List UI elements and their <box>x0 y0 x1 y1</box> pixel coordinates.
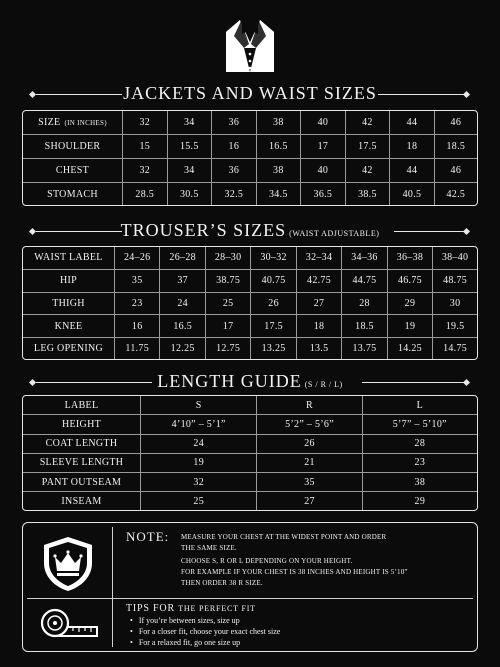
row-label-cell: THIGH <box>23 293 115 316</box>
header-label: WAIST LABEL <box>34 252 103 264</box>
table-cell: 24 <box>160 293 205 316</box>
table-cell: 38 <box>257 159 302 183</box>
table-row <box>23 159 477 183</box>
size-header-cell: 26–28 <box>160 247 205 270</box>
table-cell: 25 <box>206 293 251 316</box>
header-label: SIZE <box>38 117 61 128</box>
row-label-cell: HIP <box>23 270 115 293</box>
table-cell: 25 <box>141 492 257 510</box>
table-cell: 46 <box>435 159 477 183</box>
trousers-heading: TROUSER’S SIZES (WAIST ADJUSTABLE) <box>120 220 380 240</box>
table-cell: 17 <box>206 315 251 338</box>
table-cell: 16.5 <box>257 135 302 159</box>
length-heading: LENGTH GUIDE (S / R / L) <box>157 371 343 391</box>
table-cell: 34 <box>168 159 213 183</box>
table-row <box>23 293 477 316</box>
table-cell: 32.5 <box>212 183 257 205</box>
table-cell: 13.25 <box>251 338 296 359</box>
row-label-cell: PANT OUTSEAM <box>23 473 141 492</box>
row-label-cell: KNEE <box>23 315 115 338</box>
header-unit: (IN INCHES) <box>64 119 107 127</box>
note-line: MEASURE YOUR CHEST AT THE WIDEST POINT AND ORDER <box>181 533 387 541</box>
note-line: THE SAME SIZE. <box>181 544 237 552</box>
table-cell: 26 <box>251 293 296 316</box>
table-cell: 30.5 <box>168 183 213 205</box>
table-cell: 5’7” – 5’10” <box>363 415 477 434</box>
table-cell: 36.5 <box>301 183 346 205</box>
size-header-cell: 38–40 <box>433 247 477 270</box>
table-cell: 18 <box>297 315 342 338</box>
table-cell: 13.75 <box>342 338 387 359</box>
table-cell: 15.5 <box>168 135 213 159</box>
table-cell: 29 <box>388 293 433 316</box>
length-guide-table <box>22 395 478 511</box>
size-header-cell: 34 <box>168 111 213 135</box>
size-header-cell: 44 <box>390 111 435 135</box>
table-header-row <box>23 396 477 415</box>
size-header-cell: 36–38 <box>388 247 433 270</box>
table-cell: 12.75 <box>206 338 251 359</box>
header-cell: L <box>363 396 477 415</box>
table-row <box>23 473 477 492</box>
table-cell: 32 <box>141 473 257 492</box>
table-cell: 12.25 <box>160 338 205 359</box>
table-cell: 48.75 <box>433 270 477 293</box>
table-cell: 21 <box>257 454 362 473</box>
trousers-size-table <box>22 246 478 360</box>
size-header-cell: 36 <box>212 111 257 135</box>
tuxedo-bowtie-icon <box>222 18 278 74</box>
header-label-cell <box>23 111 123 135</box>
table-row <box>23 338 477 359</box>
row-label-cell: INSEAM <box>23 492 141 510</box>
table-cell: 28.5 <box>123 183 168 205</box>
table-cell: 19 <box>388 315 433 338</box>
size-header-cell: 34–36 <box>342 247 387 270</box>
table-cell: 36 <box>212 159 257 183</box>
table-cell: 40 <box>301 159 346 183</box>
table-cell: 16.5 <box>160 315 205 338</box>
measuring-tape-icon <box>39 607 101 645</box>
table-cell: 14.25 <box>388 338 433 359</box>
row-label-cell: HEIGHT <box>23 415 141 434</box>
note-panel <box>22 522 478 652</box>
size-header-cell: 38 <box>257 111 302 135</box>
table-row <box>23 135 477 159</box>
table-cell: 11.75 <box>115 338 160 359</box>
table-cell: 38.5 <box>346 183 391 205</box>
table-cell: 5’2” – 5’6” <box>257 415 362 434</box>
row-label-cell: COAT LENGTH <box>23 435 141 454</box>
table-cell: 19 <box>141 454 257 473</box>
table-row <box>23 270 477 293</box>
table-cell: 30 <box>433 293 477 316</box>
crown-shield-icon <box>41 535 95 593</box>
table-cell: 37 <box>160 270 205 293</box>
divider <box>27 598 473 599</box>
table-cell: 18.5 <box>342 315 387 338</box>
table-cell: 34.5 <box>257 183 302 205</box>
table-cell: 35 <box>257 473 362 492</box>
header-cell: R <box>257 396 362 415</box>
row-label-cell: SLEEVE LENGTH <box>23 454 141 473</box>
table-cell: 19.5 <box>433 315 477 338</box>
note-line: THEN ORDER 38 R SIZE. <box>181 579 263 587</box>
table-cell: 13.5 <box>297 338 342 359</box>
table-cell: 17.5 <box>251 315 296 338</box>
table-cell: 18 <box>390 135 435 159</box>
table-cell: 14.75 <box>443 343 468 355</box>
table-cell: 16 <box>212 135 257 159</box>
note-line: CHOOSE S, R OR L DEPENDING ON YOUR HEIGHT. <box>181 557 353 565</box>
header-cell: S <box>141 396 257 415</box>
table-cell: 18.5 <box>435 135 477 159</box>
row-label-cell: LEG OPENING <box>23 338 115 359</box>
table-header-row <box>23 111 477 135</box>
table-cell: 28 <box>363 435 477 454</box>
jackets-heading: JACKETS AND WAIST SIZES <box>123 83 377 103</box>
size-header-cell: 30–32 <box>251 247 296 270</box>
size-header-cell: 32 <box>123 111 168 135</box>
tips-title: TIPS FOR THE PERFECT FIT <box>126 603 256 614</box>
size-header-cell: 28–30 <box>206 247 251 270</box>
table-cell: 42.75 <box>297 270 342 293</box>
table-cell: 35 <box>115 270 160 293</box>
table-cell: 32 <box>123 159 168 183</box>
table-row <box>23 492 477 510</box>
table-cell: 44.75 <box>342 270 387 293</box>
table-header-row <box>23 247 477 270</box>
table-cell: 16 <box>115 315 160 338</box>
table-cell: 26 <box>257 435 362 454</box>
row-label-cell: STOMACH <box>23 183 123 205</box>
heading-rule-right <box>362 380 470 386</box>
table-cell: 40.75 <box>251 270 296 293</box>
note-title: NOTE: <box>126 529 170 544</box>
table-cell: 23 <box>363 454 477 473</box>
table-cell: 38.75 <box>206 270 251 293</box>
heading-rule-right <box>378 92 470 98</box>
size-header-cell: 32–34 <box>297 247 342 270</box>
table-cell: 42.5 <box>446 188 466 200</box>
table-cell: 27 <box>297 293 342 316</box>
table-row <box>23 315 477 338</box>
table-cell: 42 <box>346 159 391 183</box>
row-label-cell: SHOULDER <box>23 135 123 159</box>
table-cell: 24 <box>141 435 257 454</box>
table-cell: 46.75 <box>388 270 433 293</box>
table-cell: 29 <box>414 495 426 507</box>
row-label-cell: CHEST <box>23 159 123 183</box>
table-row <box>23 435 477 454</box>
table-cell: 15 <box>123 135 168 159</box>
table-cell: 40.5 <box>390 183 435 205</box>
size-header-cell: 46 <box>435 111 477 135</box>
header-label-cell <box>23 247 115 270</box>
table-cell: 28 <box>342 293 387 316</box>
header-cell: LABEL <box>23 396 141 415</box>
size-header-cell: 40 <box>301 111 346 135</box>
table-cell: 27 <box>257 492 362 510</box>
size-header-cell: 42 <box>346 111 391 135</box>
table-cell: 17.5 <box>346 135 391 159</box>
divider <box>112 527 113 647</box>
size-header-cell: 24–26 <box>115 247 160 270</box>
table-cell: 23 <box>115 293 160 316</box>
table-cell: 44 <box>390 159 435 183</box>
note-line: FOR EXAMPLE IF YOUR CHEST IS 38 INCHES AND HEIGHT IS 5’10” <box>181 568 408 576</box>
jackets-size-table <box>22 110 478 206</box>
tip-item: • For a closer fit, choose your exact chest size <box>130 627 280 636</box>
table-row <box>23 415 477 434</box>
table-cell: 38 <box>363 473 477 492</box>
table-row <box>23 183 477 205</box>
table-cell: 17 <box>301 135 346 159</box>
table-cell: 4’10” – 5’1” <box>141 415 257 434</box>
tip-item: • If you’re between sizes, size up <box>130 616 240 625</box>
table-row <box>23 454 477 473</box>
tip-item: • For a relaxed fit, go one size up <box>130 638 240 647</box>
heading-rule-right <box>394 229 470 235</box>
